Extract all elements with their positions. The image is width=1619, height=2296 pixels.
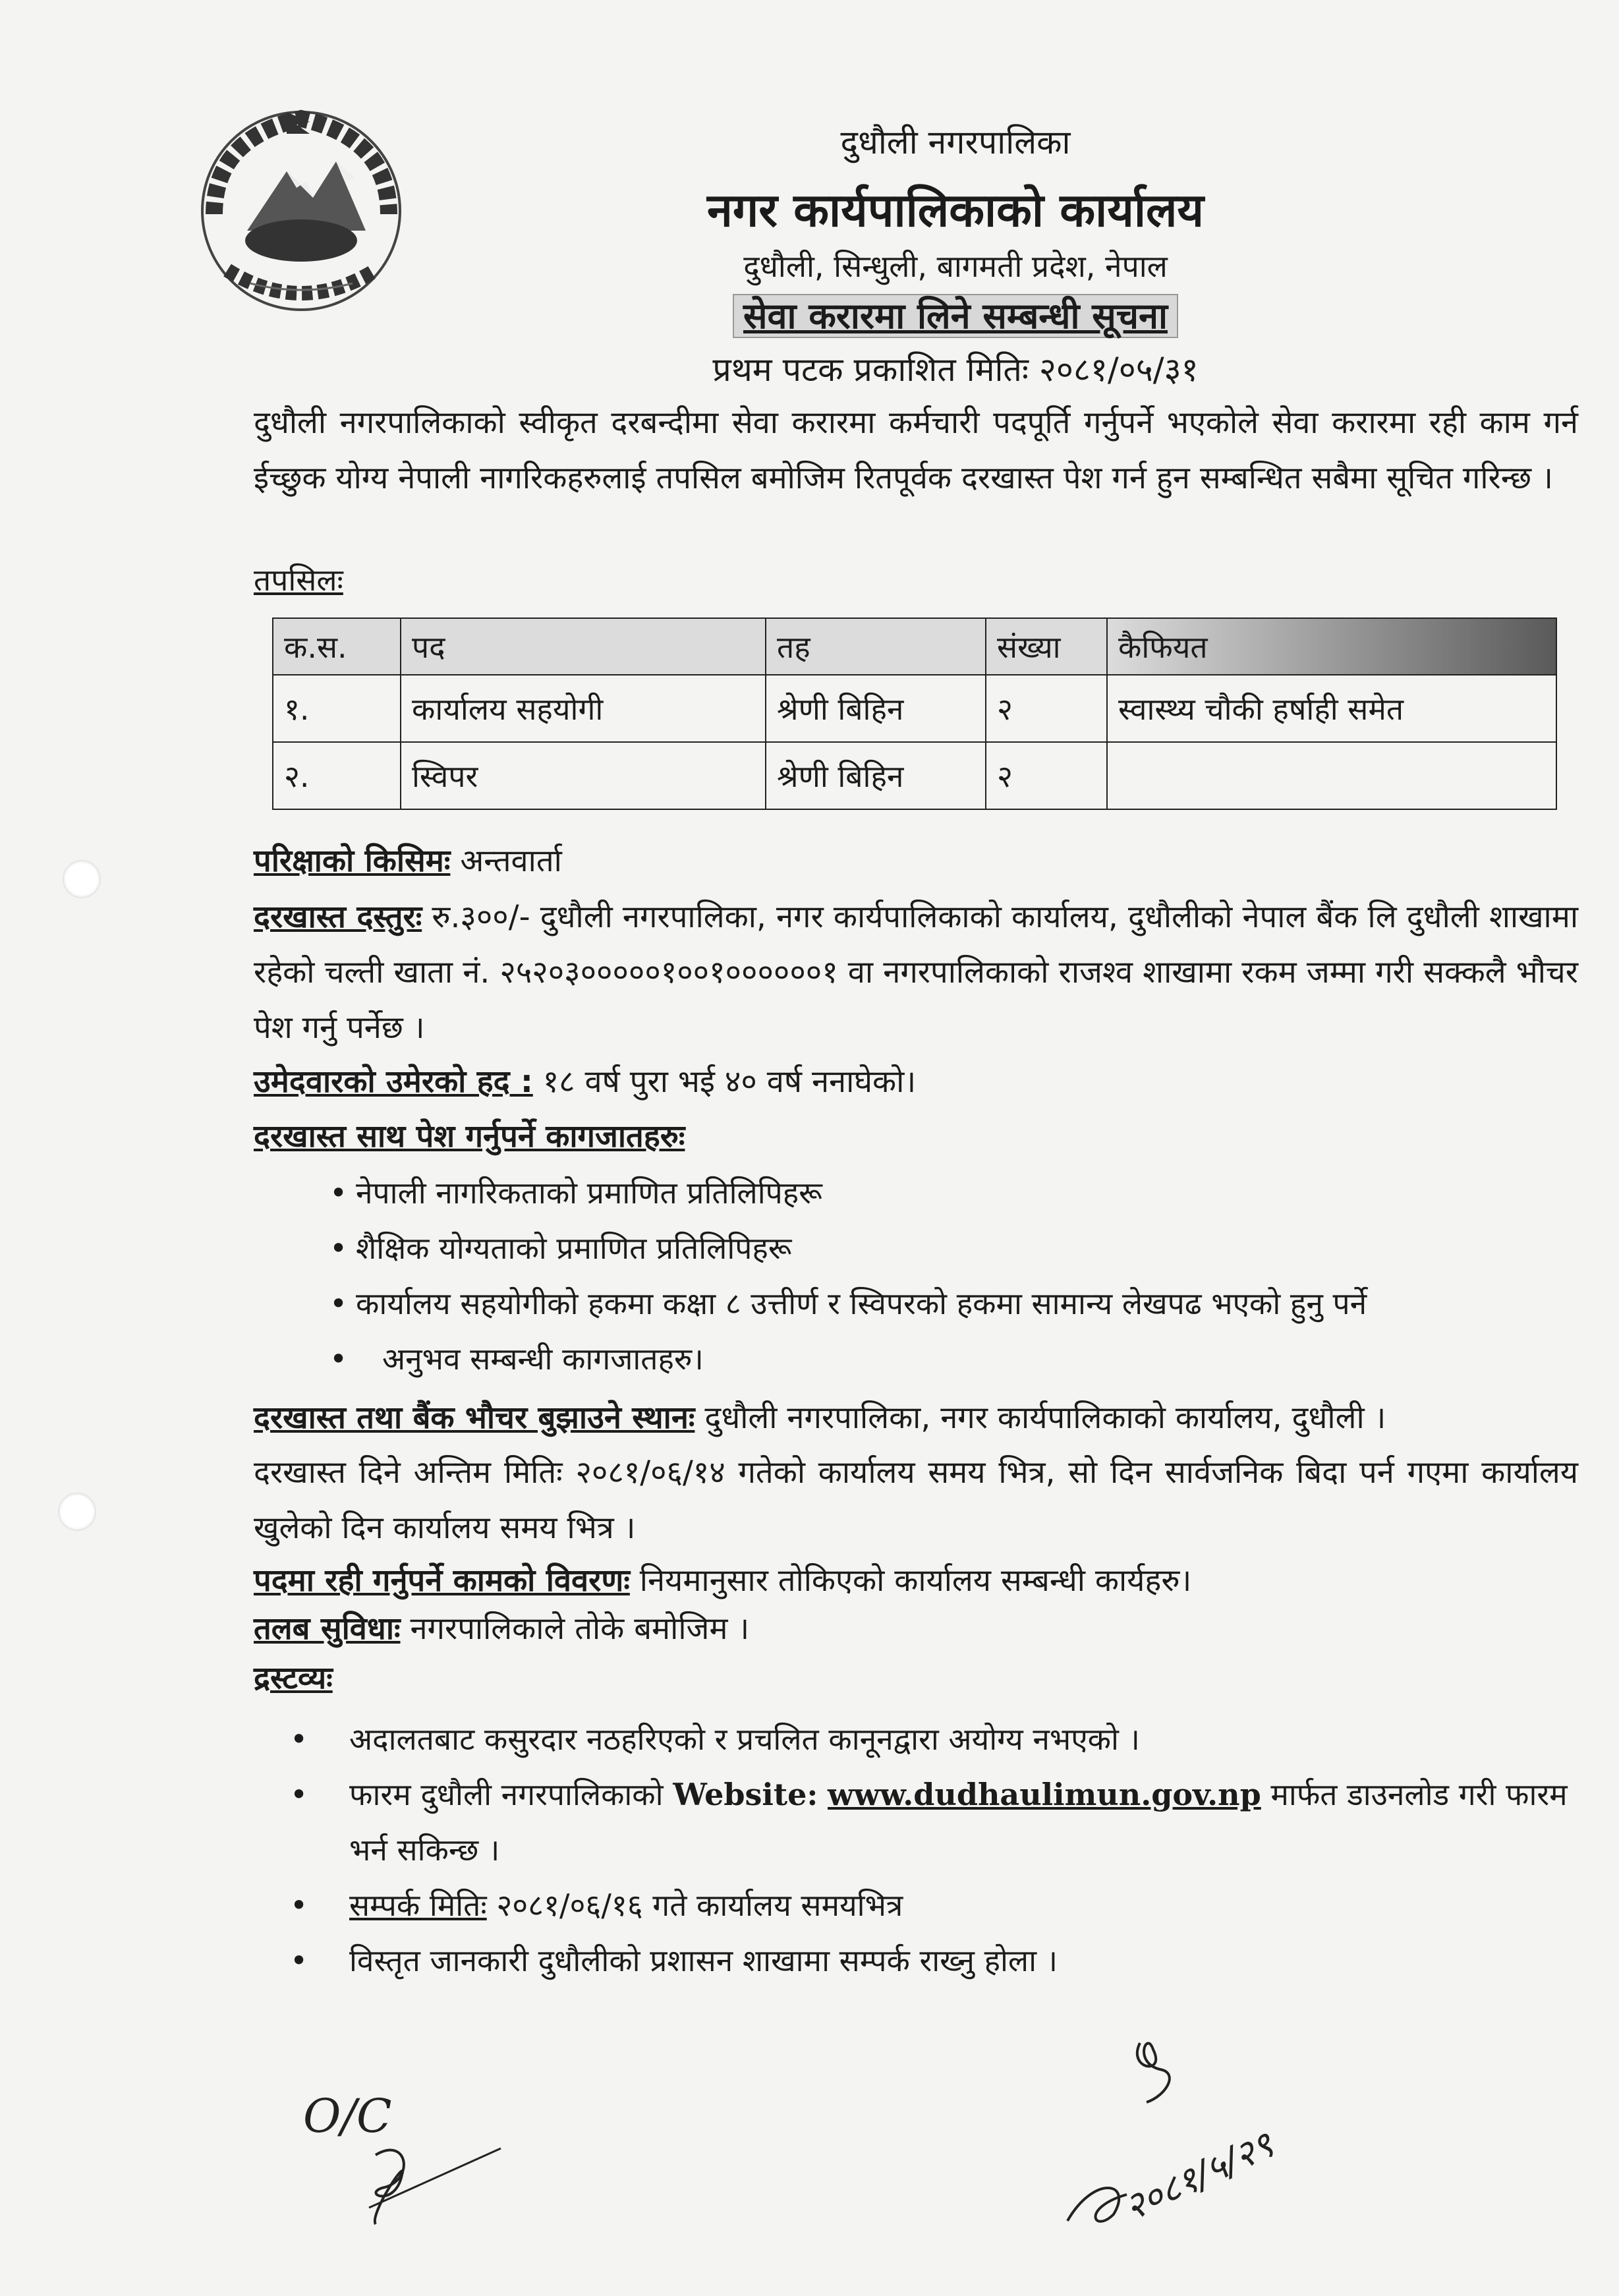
header-level: तह <box>766 618 986 675</box>
table-header-row <box>273 618 1556 675</box>
svg-text:O/C: O/C <box>303 2089 392 2143</box>
list-item: • अदालतबाट कसुरदार नठहरिएको र प्रचलित कानूनद्वारा अयोग्य नभएको । <box>290 1721 1140 1757</box>
office-title: नगर कार्यपालिकाको कार्यालय <box>706 183 1205 237</box>
list-item: • शैक्षिक योग्यताको प्रमाणित प्रतिलिपिहरू <box>329 1230 792 1266</box>
table-row <box>273 742 1556 809</box>
cell-post: कार्यालय सहयोगी <box>401 675 766 742</box>
fee-label: दरखास्त दस्तुरः <box>254 899 422 935</box>
notice-title-text: सेवा करारमा लिने सम्बन्धी सूचना <box>733 294 1178 338</box>
deadline-text: दरखास्त दिने अन्तिम मितिः २०८१/०६/१४ गतेको कार्यालय समय भित्र, सो दिन सार्वजनिक बिदा पर्न गएमा कार्यालय खुलेको दिन कार्यालय समय भित्र । <box>254 1454 1578 1546</box>
cell-sn: २. <box>273 742 401 809</box>
header-remarks: कैफियत <box>1107 618 1556 675</box>
table-row <box>273 675 1556 742</box>
right-signature-with-date <box>1054 2017 1305 2241</box>
list-item: • फारम दुधौली नगरपालिकाको Website: www.dudhaulimun.gov.np मार्फत डाउनलोड गरी फारम भर्न सकिन्छ । <box>290 1777 1568 1868</box>
notes-label: द्रस्टव्यः <box>254 1660 333 1696</box>
documents-label: दरखास्त साथ पेश गर्नुपर्ने कागजातहरुः <box>254 1118 685 1155</box>
age-section <box>254 1054 1578 1110</box>
submission-value: दुधौली नगरपालिका, नगर कार्यपालिकाको कार्यालय, दुधौली । <box>704 1400 1386 1436</box>
header-post: पद <box>401 618 766 675</box>
municipality-name: दुधौली नगरपालिका <box>840 123 1071 161</box>
header-sn: क.स. <box>273 618 401 675</box>
notes-section <box>254 1651 1578 1706</box>
salary-label: तलब सुविधाः <box>254 1611 401 1647</box>
fee-section <box>254 890 1578 1056</box>
cell-remarks <box>1107 742 1556 809</box>
punch-hole-bottom <box>58 1493 96 1531</box>
punch-hole-top <box>63 860 101 898</box>
submission-section <box>254 1391 1578 1446</box>
list-item: • नेपाली नागरिकताको प्रमाणित प्रतिलिपिहरू <box>329 1175 822 1211</box>
intro-paragraph: दुधौली नगरपालिकाको स्वीकृत दरबन्दीमा सेवा करारमा कर्मचारी पदपूर्ति गर्नुपर्ने भएकोले सेवा करारमा रही काम गर्न ईच्छुक योग्य नेपाली नागरिकहरुलाई तपसिल बमोजिम रितपूर्वक दरखास्त पेश गर्न हुन सम्बन्धित सबैमा सूचित गरिन्छ । <box>254 405 1578 496</box>
age-value: १८ वर्ष पुरा भई ४० वर्ष ननाघेको। <box>542 1064 917 1100</box>
list-item: • अनुभव सम्बन्धी कागजातहरु। <box>329 1341 704 1377</box>
documents-list <box>329 1165 1581 1387</box>
exam-value: अन्तवार्ता <box>460 843 562 879</box>
website-link[interactable]: www.dudhaulimun.gov.np <box>828 1777 1261 1812</box>
exam-label: परिक्षाको किसिमः <box>254 843 451 879</box>
notes-list <box>290 1711 1581 1988</box>
cell-post: स्विपर <box>401 742 766 809</box>
fee-value: रु.३००/- दुधौली नगरपालिका, नगर कार्यपालिकाको कार्यालय, दुधौलीको नेपाल बैंक लि दुधौली शाखामा रहेको चल्ती खाता नं. २५२०३०००००१००१००००००१ वा नगरपालिकाको राजश्व शाखामा रकम जम्मा गरी सक्कलै भौचर पेश गर्नु पर्नेछ । <box>254 899 1578 1046</box>
duties-label: पदमा रही गर्नुपर्ने कामको विवरणः <box>254 1563 630 1599</box>
exam-section <box>254 834 1578 889</box>
list-item: • कार्यालय सहयोगीको हकमा कक्षा ८ उत्तीर्ण र स्विपरको हकमा सामान्य लेखपढ भएको हुनु पर्ने <box>329 1286 1367 1321</box>
submission-label: दरखास्त तथा बैंक भौचर बुझाउने स्थानः <box>254 1400 695 1436</box>
notice-title <box>461 290 1450 339</box>
cell-count: २ <box>986 742 1107 809</box>
published-date: प्रथम पटक प्रकाशित मितिः २०८१/०५/३१ <box>712 351 1199 389</box>
documents-section <box>254 1109 1578 1164</box>
nepal-emblem-icon <box>188 99 415 316</box>
header-count: संख्या <box>986 618 1107 675</box>
cell-remarks: स्वास्थ्य चौकी हर्षाही समेत <box>1107 675 1556 742</box>
duties-section <box>254 1553 1578 1609</box>
positions-table <box>272 617 1557 810</box>
cell-level: श्रेणी बिहिन <box>766 742 986 809</box>
age-label: उमेदवारको उमेरको हद : <box>254 1064 533 1100</box>
list-item: • सम्पर्क मितिः २०८१/०६/१६ गते कार्यालय समयभित्र <box>290 1887 903 1923</box>
cell-count: २ <box>986 675 1107 742</box>
office-address: दुधौली, सिन्धुली, बागमती प्रदेश, नेपाल <box>743 248 1168 284</box>
cell-sn: १. <box>273 675 401 742</box>
salary-value: नगरपालिकाले तोके बमोजिम । <box>410 1611 750 1647</box>
duties-value: नियमानुसार तोकिएको कार्यालय सम्बन्धी कार्यहरु। <box>639 1563 1192 1599</box>
cell-level: श्रेणी बिहिन <box>766 675 986 742</box>
details-label: तपसिलः <box>254 562 343 598</box>
left-initials-signature <box>297 2076 514 2227</box>
list-item: • विस्तृत जानकारी दुधौलीको प्रशासन शाखामा सम्पर्क राख्नु होला । <box>290 1943 1058 1978</box>
salary-section <box>254 1601 1578 1657</box>
svg-text:२०८१/५/२९: २०८१/५/२९ <box>1118 2123 1280 2230</box>
